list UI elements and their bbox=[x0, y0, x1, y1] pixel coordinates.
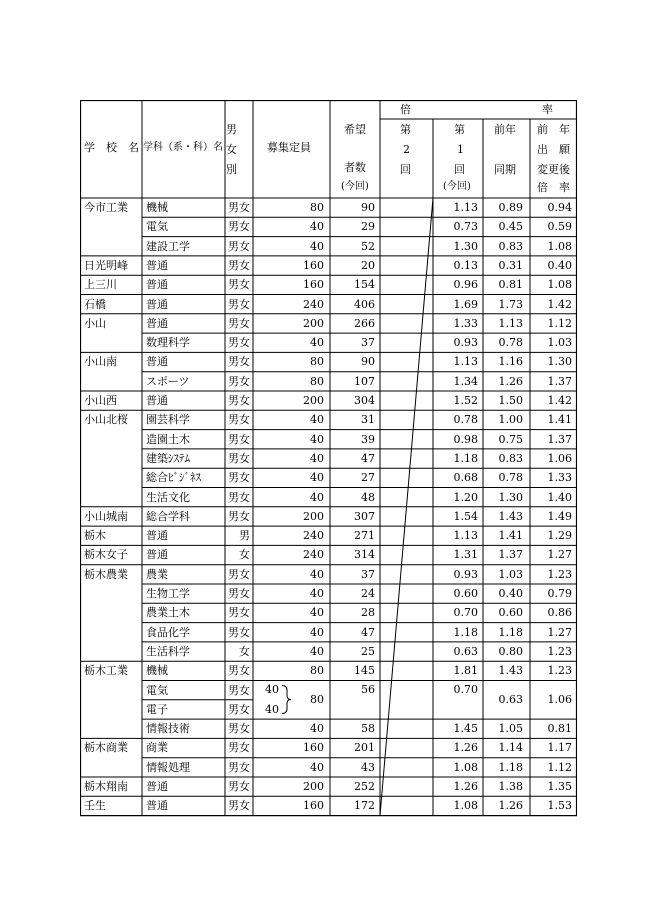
cell-prev: 0.80 bbox=[498, 644, 523, 658]
cell-gender: 男女 bbox=[228, 413, 250, 427]
cell-dept: 数理科学 bbox=[146, 336, 190, 350]
cell-r1: 0.98 bbox=[453, 432, 478, 446]
cell-after: 1.17 bbox=[547, 741, 572, 755]
cell-gender: 男女 bbox=[228, 201, 250, 214]
cell-cap: 200 bbox=[303, 780, 324, 793]
cell-school: 小山城南 bbox=[84, 509, 128, 523]
cell-cap: 40 bbox=[310, 567, 324, 581]
cell-school: 小山北桜 bbox=[84, 413, 128, 427]
cell-school: 栃木農業 bbox=[84, 567, 128, 581]
cell-after: 1.33 bbox=[547, 471, 572, 485]
cell-after: 0.86 bbox=[547, 606, 572, 620]
cell-dept: スポーツ bbox=[146, 374, 190, 388]
cell-app: 107 bbox=[354, 374, 375, 388]
cell-prev: 1.26 bbox=[498, 374, 523, 388]
cell-r1: 1.54 bbox=[453, 509, 478, 523]
cell-cap: 160 bbox=[303, 741, 324, 755]
cell-school: 栃木商業 bbox=[84, 741, 128, 755]
cell-r1: 1.18 bbox=[453, 625, 478, 639]
cell-r1: 0.78 bbox=[453, 413, 478, 427]
cell-prev: 1.50 bbox=[498, 394, 523, 407]
cell-app: 48 bbox=[361, 490, 375, 504]
cell-dept: 電気 bbox=[146, 683, 168, 697]
cell-prev: 0.78 bbox=[498, 471, 523, 485]
cell-dept: 情報技術 bbox=[146, 722, 190, 736]
cell-gender: 男女 bbox=[228, 702, 250, 716]
merged-first-ratio: 0.70 bbox=[453, 683, 478, 696]
cell-cap: 40 bbox=[310, 606, 324, 620]
cell-r1: 0.68 bbox=[453, 471, 478, 485]
cell-prev: 1.37 bbox=[498, 548, 523, 562]
ratio-table bbox=[80, 100, 577, 818]
cell-dept: 普通 bbox=[146, 355, 168, 369]
cell-r1: 1.45 bbox=[453, 722, 478, 736]
cell-prev: 1.26 bbox=[498, 799, 523, 813]
cell-dept: 普通 bbox=[146, 529, 168, 543]
merged-sub-cap-a: 40 bbox=[265, 683, 279, 696]
cell-after: 0.81 bbox=[547, 722, 572, 736]
cell-after: 1.06 bbox=[547, 451, 572, 465]
cell-gender: 男女 bbox=[228, 394, 250, 407]
header-applicants-3: (今回) bbox=[341, 181, 369, 192]
cell-after: 1.23 bbox=[547, 644, 572, 658]
cell-dept: 農業土木 bbox=[146, 606, 190, 620]
cell-r1: 1.20 bbox=[453, 490, 478, 504]
cell-app: 266 bbox=[354, 316, 375, 330]
cell-prev: 0.40 bbox=[498, 587, 523, 600]
header-gender-3: 別 bbox=[226, 163, 237, 176]
cell-after: 1.37 bbox=[547, 374, 572, 388]
cell-app: 52 bbox=[361, 239, 375, 253]
cell-gender: 男女 bbox=[228, 258, 250, 272]
cell-gender: 男女 bbox=[228, 490, 250, 504]
cell-gender: 男女 bbox=[228, 432, 250, 446]
cell-gender: 男女 bbox=[228, 451, 250, 465]
cell-app: 25 bbox=[361, 644, 375, 658]
header-second-3: 回 bbox=[400, 163, 411, 176]
cell-after: 1.29 bbox=[547, 529, 572, 543]
cell-after: 1.08 bbox=[547, 278, 572, 292]
cell-gender: 男女 bbox=[228, 664, 250, 678]
cell-cap: 200 bbox=[303, 509, 324, 523]
cell-cap: 240 bbox=[303, 297, 324, 311]
cell-cap: 40 bbox=[310, 239, 324, 253]
cell-after: 1.23 bbox=[547, 664, 572, 678]
cell-r1: 1.08 bbox=[453, 760, 478, 774]
cell-app: 28 bbox=[361, 606, 375, 620]
cell-app: 271 bbox=[354, 529, 375, 543]
header-gender-2: 女 bbox=[226, 143, 237, 156]
header-prev-1: 前年 bbox=[494, 123, 516, 136]
cell-prev: 1.03 bbox=[498, 567, 523, 581]
cell-gender: 男女 bbox=[228, 471, 250, 485]
cell-app: 37 bbox=[361, 567, 375, 581]
cell-dept: 総合ﾋﾞｼﾞﾈｽ bbox=[146, 471, 201, 485]
cell-r1: 0.70 bbox=[453, 606, 478, 620]
cell-gender: 男女 bbox=[228, 239, 250, 253]
cell-prev: 0.83 bbox=[498, 451, 523, 465]
cell-gender: 男女 bbox=[228, 625, 250, 639]
header-applicants-1: 希望 bbox=[344, 123, 366, 136]
header-second-2: 2 bbox=[403, 143, 410, 156]
cell-after: 1.53 bbox=[547, 799, 572, 813]
cell-school: 栃木翔南 bbox=[84, 780, 128, 793]
cell-dept: 機械 bbox=[146, 664, 168, 678]
cell-school: 今市工業 bbox=[84, 201, 128, 214]
cell-app: 172 bbox=[354, 799, 375, 813]
cell-school: 上三川 bbox=[84, 278, 117, 292]
cell-r1: 1.13 bbox=[453, 529, 478, 543]
cell-school: 栃木 bbox=[84, 529, 106, 543]
header-prev-after-4: 倍 率 bbox=[537, 181, 570, 194]
cell-cap: 40 bbox=[310, 760, 324, 774]
cell-r1: 1.81 bbox=[453, 664, 478, 678]
cell-app: 314 bbox=[354, 548, 375, 562]
cell-r1: 1.34 bbox=[453, 374, 478, 388]
header-ratio-2: 率 bbox=[542, 103, 553, 116]
cell-gender: 男女 bbox=[228, 567, 250, 581]
cell-dept: 普通 bbox=[146, 278, 168, 292]
cell-gender: 女 bbox=[239, 548, 250, 562]
cell-after: 1.41 bbox=[547, 413, 572, 427]
cell-gender: 男女 bbox=[228, 722, 250, 736]
cell-prev: 1.18 bbox=[498, 760, 523, 774]
cell-after: 1.35 bbox=[547, 780, 572, 793]
header-first-2: 1 bbox=[457, 143, 464, 156]
cell-app: 47 bbox=[361, 625, 375, 639]
cell-cap: 200 bbox=[303, 316, 324, 330]
cell-cap: 40 bbox=[310, 432, 324, 446]
cell-after: 1.40 bbox=[547, 490, 572, 504]
cell-r1: 1.33 bbox=[453, 316, 478, 330]
cell-after: 1.03 bbox=[547, 336, 572, 350]
cell-prev: 1.13 bbox=[498, 316, 523, 330]
cell-gender: 男女 bbox=[228, 220, 250, 234]
cell-cap: 80 bbox=[310, 374, 324, 388]
merged-applicants: 56 bbox=[361, 683, 375, 696]
cell-app: 90 bbox=[361, 201, 375, 214]
cell-school: 栃木工業 bbox=[84, 664, 128, 678]
cell-dept: 普通 bbox=[146, 297, 168, 311]
cell-app: 24 bbox=[361, 587, 375, 600]
cell-prev: 1.73 bbox=[498, 297, 523, 311]
cell-app: 406 bbox=[354, 297, 375, 311]
cell-dept: 機械 bbox=[146, 201, 168, 214]
cell-prev: 1.41 bbox=[498, 529, 523, 543]
cell-after: 1.27 bbox=[547, 548, 572, 562]
cell-app: 154 bbox=[354, 278, 375, 292]
cell-after: 1.27 bbox=[547, 625, 572, 639]
header-first-1: 第 bbox=[454, 123, 465, 136]
cell-after: 1.08 bbox=[547, 239, 572, 253]
cell-r1: 0.96 bbox=[453, 278, 478, 292]
cell-school: 小山 bbox=[84, 316, 106, 330]
cell-gender: 男女 bbox=[228, 780, 250, 793]
header-applicants-2: 者数 bbox=[344, 161, 366, 174]
cell-r1: 1.18 bbox=[453, 451, 478, 465]
cell-prev: 0.81 bbox=[498, 278, 523, 292]
cell-prev: 1.43 bbox=[498, 509, 523, 523]
cell-app: 145 bbox=[354, 664, 375, 678]
cell-prev: 1.14 bbox=[498, 741, 523, 755]
cell-cap: 40 bbox=[310, 413, 324, 427]
cell-after: 1.37 bbox=[547, 432, 572, 446]
cell-app: 43 bbox=[361, 760, 375, 774]
cell-dept: 食品化学 bbox=[146, 625, 190, 639]
cell-school: 栃木女子 bbox=[84, 548, 128, 562]
cell-prev: 0.31 bbox=[498, 258, 523, 272]
cell-gender: 男女 bbox=[228, 683, 250, 697]
cell-dept: 生活文化 bbox=[146, 490, 190, 504]
cell-prev: 0.78 bbox=[498, 336, 523, 350]
cell-prev: 0.89 bbox=[498, 201, 523, 214]
cell-cap: 40 bbox=[310, 490, 324, 504]
cell-dept: 園芸科学 bbox=[146, 413, 190, 427]
cell-app: 39 bbox=[361, 432, 375, 446]
cell-after: 1.12 bbox=[547, 316, 572, 330]
cell-prev: 1.18 bbox=[498, 625, 523, 639]
cell-prev: 0.83 bbox=[498, 239, 523, 253]
cell-school: 小山西 bbox=[84, 394, 117, 407]
cell-gender: 男 bbox=[239, 529, 250, 543]
cell-app: 304 bbox=[354, 394, 375, 407]
cell-prev: 1.38 bbox=[498, 780, 523, 793]
cell-cap: 40 bbox=[310, 220, 324, 234]
cell-prev: 1.05 bbox=[498, 722, 523, 736]
cell-dept: 電子 bbox=[146, 702, 168, 716]
cell-dept: 普通 bbox=[146, 799, 168, 813]
cell-after: 0.79 bbox=[547, 587, 572, 600]
header-gender-1: 男 bbox=[226, 123, 237, 136]
cell-cap: 80 bbox=[310, 355, 324, 369]
header-school: 学 校 名 bbox=[84, 141, 139, 154]
cell-cap: 40 bbox=[310, 722, 324, 736]
cell-cap: 160 bbox=[303, 258, 324, 272]
cell-prev: 1.16 bbox=[498, 355, 523, 369]
cell-cap: 160 bbox=[303, 799, 324, 813]
cell-r1: 1.26 bbox=[453, 741, 478, 755]
cell-dept: 電気 bbox=[146, 220, 168, 234]
cell-prev: 1.30 bbox=[498, 490, 523, 504]
cell-gender: 男女 bbox=[228, 297, 250, 311]
cell-app: 307 bbox=[354, 509, 375, 523]
cell-prev: 1.43 bbox=[498, 664, 523, 678]
cell-r1: 0.60 bbox=[453, 587, 478, 600]
cell-app: 20 bbox=[361, 258, 375, 272]
cell-cap: 40 bbox=[310, 336, 324, 350]
cell-dept: 生活科学 bbox=[146, 644, 190, 658]
cell-cap: 200 bbox=[303, 394, 324, 407]
header-prev-2: 同期 bbox=[494, 163, 516, 176]
cell-gender: 男女 bbox=[228, 374, 250, 388]
cell-cap: 80 bbox=[310, 664, 324, 678]
cell-prev: 0.75 bbox=[498, 432, 523, 446]
cell-r1: 1.69 bbox=[453, 297, 478, 311]
cell-after: 1.49 bbox=[547, 509, 572, 523]
cell-r1: 1.13 bbox=[453, 355, 478, 369]
cell-dept: 総合学科 bbox=[146, 509, 190, 523]
cell-gender: 男女 bbox=[228, 587, 250, 600]
merged-after-ratio: 1.06 bbox=[547, 693, 572, 706]
cell-cap: 40 bbox=[310, 625, 324, 639]
cell-prev: 0.45 bbox=[498, 220, 523, 234]
cell-gender: 男女 bbox=[228, 741, 250, 755]
cell-dept: 建築ｼｽﾃﾑ bbox=[146, 451, 190, 465]
cell-gender: 男女 bbox=[228, 316, 250, 330]
cell-cap: 80 bbox=[310, 201, 324, 214]
cell-dept: 普通 bbox=[146, 394, 168, 407]
cell-r1: 1.31 bbox=[453, 548, 478, 562]
cell-gender: 男女 bbox=[228, 278, 250, 292]
cell-cap: 40 bbox=[310, 644, 324, 658]
cell-after: 0.94 bbox=[547, 201, 572, 214]
cell-after: 1.30 bbox=[547, 355, 572, 369]
cell-r1: 1.08 bbox=[453, 799, 478, 813]
cell-after: 1.12 bbox=[547, 760, 572, 774]
header-ratio-1: 倍 bbox=[400, 103, 411, 116]
cell-app: 201 bbox=[354, 741, 375, 755]
cell-after: 1.23 bbox=[547, 567, 572, 581]
cell-app: 27 bbox=[361, 471, 375, 485]
cell-dept: 生物工学 bbox=[146, 587, 190, 600]
cell-gender: 男女 bbox=[228, 606, 250, 620]
cell-r1: 0.13 bbox=[453, 258, 478, 272]
cell-school: 石橋 bbox=[84, 297, 106, 311]
header-prev-after-3: 変更後 bbox=[537, 163, 570, 176]
cell-dept: 普通 bbox=[146, 258, 168, 272]
cell-dept: 商業 bbox=[146, 741, 168, 755]
header-capacity: 募集定員 bbox=[267, 141, 311, 154]
cell-dept: 情報処理 bbox=[146, 760, 190, 774]
cell-r1: 1.30 bbox=[453, 239, 478, 253]
cell-prev: 0.60 bbox=[498, 606, 523, 620]
cell-app: 58 bbox=[361, 722, 375, 736]
cell-dept: 農業 bbox=[146, 567, 168, 581]
cell-school: 壬生 bbox=[84, 799, 106, 813]
cell-school: 日光明峰 bbox=[84, 258, 128, 272]
cell-cap: 160 bbox=[303, 278, 324, 292]
cell-r1: 1.52 bbox=[453, 394, 478, 407]
cell-cap: 240 bbox=[303, 548, 324, 562]
cell-dept: 造園土木 bbox=[146, 432, 190, 446]
cell-cap: 40 bbox=[310, 451, 324, 465]
header-prev-after-2: 出 願 bbox=[537, 143, 570, 156]
header-prev-after-1: 前 年 bbox=[537, 123, 570, 136]
cell-after: 0.40 bbox=[547, 258, 572, 272]
header-first-3: 回 bbox=[454, 163, 465, 176]
cell-after: 0.59 bbox=[547, 220, 572, 234]
cell-cap: 240 bbox=[303, 529, 324, 543]
cell-app: 47 bbox=[361, 451, 375, 465]
header-dept: 学科（系・科）名 bbox=[143, 142, 223, 153]
merged-prev-ratio: 0.63 bbox=[498, 693, 523, 706]
header-first-4: (今回) bbox=[443, 181, 471, 192]
cell-gender: 男女 bbox=[228, 336, 250, 350]
cell-dept: 普通 bbox=[146, 548, 168, 562]
header-second-1: 第 bbox=[400, 123, 411, 136]
cell-school: 小山南 bbox=[84, 355, 117, 369]
cell-r1: 0.63 bbox=[453, 644, 478, 658]
cell-r1: 0.73 bbox=[453, 220, 478, 234]
merged-sub-cap-b: 40 bbox=[265, 703, 279, 716]
cell-r1: 1.26 bbox=[453, 780, 478, 793]
cell-gender: 男女 bbox=[228, 355, 250, 369]
cell-gender: 女 bbox=[239, 644, 250, 658]
cell-prev: 1.00 bbox=[498, 413, 523, 427]
cell-after: 1.42 bbox=[547, 394, 572, 407]
cell-dept: 普通 bbox=[146, 316, 168, 330]
cell-app: 37 bbox=[361, 336, 375, 350]
cell-dept: 普通 bbox=[146, 780, 168, 793]
cell-cap: 40 bbox=[310, 587, 324, 600]
merged-cap: 80 bbox=[310, 693, 324, 706]
cell-app: 31 bbox=[361, 413, 375, 427]
cell-app: 29 bbox=[361, 220, 375, 234]
cell-app: 252 bbox=[354, 780, 375, 793]
cell-gender: 男女 bbox=[228, 760, 250, 774]
cell-app: 90 bbox=[361, 355, 375, 369]
cell-r1: 1.13 bbox=[453, 201, 478, 214]
cell-r1: 0.93 bbox=[453, 567, 478, 581]
cell-cap: 40 bbox=[310, 471, 324, 485]
cell-after: 1.42 bbox=[547, 297, 572, 311]
cell-dept: 建設工学 bbox=[146, 239, 190, 253]
cell-r1: 0.93 bbox=[453, 336, 478, 350]
cell-gender: 男女 bbox=[228, 799, 250, 813]
cell-gender: 男女 bbox=[228, 509, 250, 523]
